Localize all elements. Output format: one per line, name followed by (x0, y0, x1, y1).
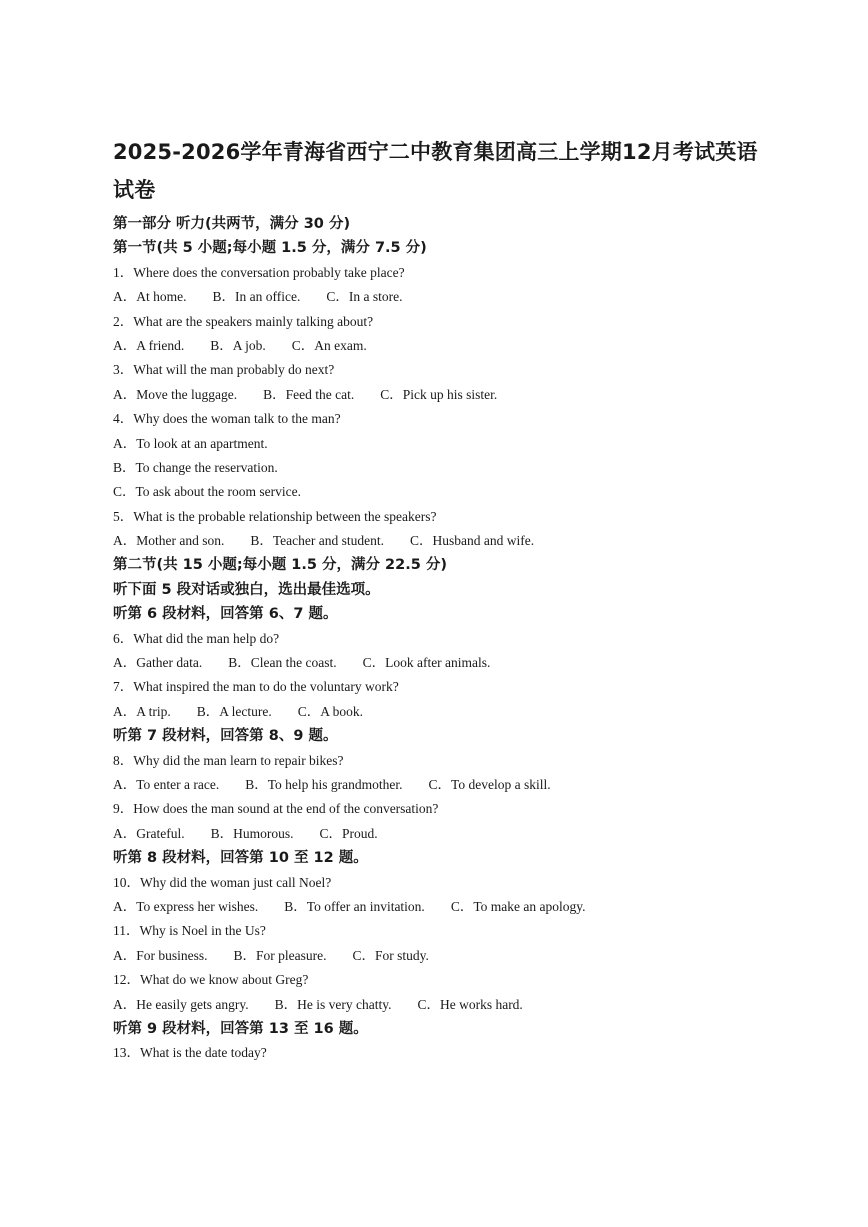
answer-option: A．A friend. (113, 337, 185, 353)
answer-options (113, 700, 813, 724)
answer-option: B．Clean the coast. (228, 655, 337, 671)
question-text: 11．Why is Noel in the Us? (113, 923, 266, 939)
answer-options (113, 383, 813, 407)
answer-option: C．Husband and wife. (410, 533, 535, 549)
document-title: 2025-2026学年青海省西宁二中教育集团高三上学期12月考试英语试卷 (113, 140, 758, 202)
answer-options (113, 993, 813, 1017)
answer-option: A．Mother and son. (113, 533, 225, 549)
question-text: 8．Why did the man learn to repair bikes? (113, 752, 344, 768)
question-text: 7．What inspired the man to do the voluntary work? (113, 679, 399, 695)
answer-option: A．To express her wishes. (113, 898, 259, 914)
answer-option: C．An exam. (291, 337, 367, 353)
answer-option: C．A book. (297, 703, 364, 719)
question-text: C．To ask about the room service. (113, 484, 302, 500)
answer-option: C．To make an apology. (450, 898, 586, 914)
answer-options (113, 285, 813, 309)
answer-option: A．To enter a race. (113, 776, 220, 792)
section-heading: 听第 8 段材料，回答第 10 至 12 题。 (113, 850, 368, 867)
answer-options (113, 944, 813, 968)
answer-option: B．A lecture. (196, 703, 272, 719)
section-heading: 听下面 5 段对话或独白，选出最佳选项。 (113, 581, 380, 598)
answer-option: C．Look after animals. (362, 655, 491, 671)
question-text: 1．Where does the conversation probably take place? (113, 264, 405, 280)
answer-option: B．Teacher and student. (250, 533, 385, 549)
answer-option: A．Move the luggage. (113, 386, 238, 402)
section-heading: 第一部分 听力(共两节，满分 30 分) (113, 216, 351, 232)
answer-option: C．Proud. (319, 825, 378, 841)
answer-option: B．Humorous. (210, 825, 294, 841)
answer-option: B．A job. (210, 337, 266, 353)
answer-option: B．To offer an invitation. (284, 898, 425, 914)
section-heading: 第一节(共 5 小题;每小题 1.5 分，满分 7.5 分) (113, 240, 427, 257)
answer-option: A．He easily gets angry. (113, 996, 249, 1012)
answer-option: C．Pick up his sister. (380, 386, 498, 402)
question-text: 6．What did the man help do? (113, 630, 280, 646)
question-text: 12．What do we know about Greg? (113, 972, 309, 988)
question-text: 9．How does the man sound at the end of the conversation? (113, 801, 439, 817)
question-text: B．To change the reservation. (113, 459, 278, 475)
answer-option: B．Feed the cat. (263, 386, 355, 402)
answer-option: B．For pleasure. (233, 947, 327, 963)
section-heading: 听第 6 段材料，回答第 6、7 题。 (113, 606, 338, 623)
answer-options (113, 895, 813, 919)
section-heading: 听第 9 段材料，回答第 13 至 16 题。 (113, 1020, 368, 1037)
answer-option: A．At home. (113, 289, 187, 305)
answer-options (113, 822, 813, 846)
answer-option: C．To develop a skill. (428, 776, 551, 792)
answer-option: B．In an office. (212, 289, 301, 305)
answer-option: B．To help his grandmother. (245, 776, 403, 792)
answer-option: A．Grateful. (113, 825, 185, 841)
answer-option: C．In a store. (326, 289, 403, 305)
answer-option: A．A trip. (113, 703, 171, 719)
answer-options (113, 529, 813, 553)
question-text: 10．Why did the woman just call Noel? (113, 874, 332, 890)
answer-options (113, 334, 813, 358)
answer-option: C．For study. (352, 947, 429, 963)
section-heading: 听第 7 段材料，回答第 8、9 题。 (113, 728, 338, 745)
section-heading: 第二节(共 15 小题;每小题 1.5 分，满分 22.5 分) (113, 557, 447, 574)
answer-option: A．Gather data. (113, 655, 203, 671)
question-text: A．To look at an apartment. (113, 435, 268, 451)
question-text: 4．Why does the woman talk to the man? (113, 411, 341, 427)
question-text: 13．What is the date today? (113, 1045, 267, 1061)
answer-options (113, 651, 813, 675)
question-text: 5．What is the probable relationship between the speakers? (113, 508, 437, 524)
answer-option: B．He is very chatty. (274, 996, 392, 1012)
question-text: 2．What are the speakers mainly talking about? (113, 313, 374, 329)
answer-options (113, 773, 813, 797)
answer-option: C．He works hard. (417, 996, 523, 1012)
question-list (113, 212, 813, 1066)
question-text: 3．What will the man probably do next? (113, 362, 335, 378)
answer-option: A．For business. (113, 947, 208, 963)
